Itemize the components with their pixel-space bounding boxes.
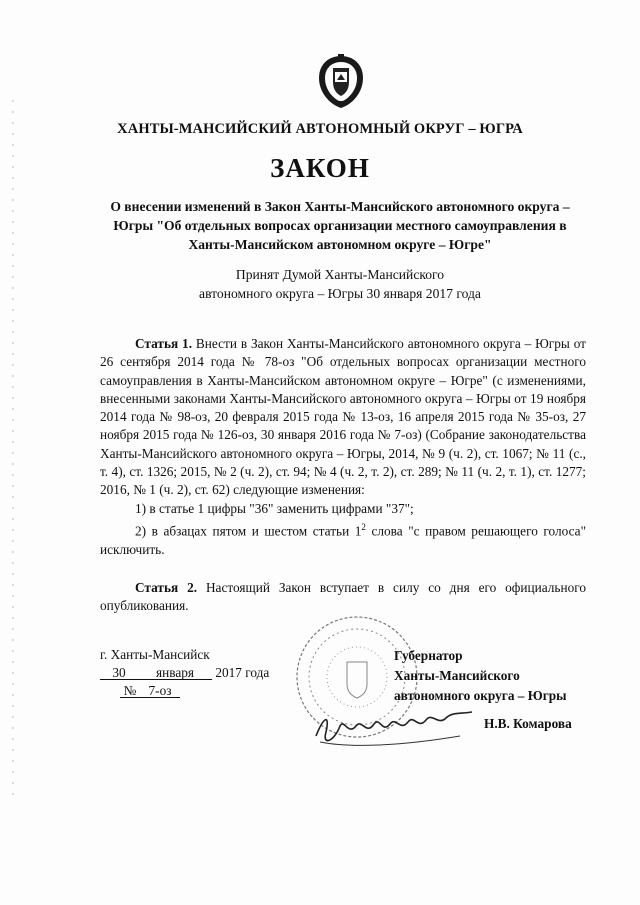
- item-2-text-end: слова "с правом решающего голоса" исключить.: [100, 523, 586, 557]
- coat-of-arms-emblem: [311, 52, 371, 112]
- signatory-line-3: автономного округа – Югры: [394, 688, 567, 703]
- signatory-name: Н.В. Комарова: [484, 716, 572, 731]
- scan-margin-marks: [10, 100, 16, 800]
- date-year: 2017 года: [215, 665, 270, 680]
- adoption-line-1: Принят Думой Ханты-Мансийского: [235, 267, 445, 282]
- article-1-item-1: 1) в статье 1 цифры "36" заменить цифрами "37";: [135, 500, 414, 516]
- item-2-text-start: 2) в абзацах пятом и шестом статьи 1: [135, 523, 362, 539]
- place-and-date-block: [100, 646, 300, 700]
- handwritten-signature: [310, 696, 480, 756]
- document-title: ЗАКОН: [270, 153, 370, 183]
- law-subtitle: О внесении изменений в Закон Ханты-Мансийского автономного округа – Югры "Об отдельных вопросах организации местного самоуправления в Ханты-Мансийском автономном округе – Югре": [110, 199, 570, 252]
- signatory-line-1: Губернатор: [394, 648, 463, 663]
- date-month: января: [138, 666, 212, 680]
- article-1-text: Внести в Закон Ханты-Мансийского автономного округа – Югры от 26 сентября 2014 года № 78-оз "Об отдельных вопросах организации местного самоуправления в Ханты-Мансийском автономном округе – Югре" (с изменениями, внесенными законами Ханты-Мансийского автономного округа – Югры от 19 ноября 2014 года № 98-оз, 20 февраля 2015 года № 13-оз, 16 апреля 2015 года № 35-оз, 27 ноября 2015 года № 126-оз, 30 января 2016 года № 7-оз) (Собрание законодательства Ханты-Мансийского автономного округа – Югры, 2014, № 9 (ч. 2), ст. 1067; № 11 (с., т. 4), ст. 1326; 2015, № 2 (ч. 2), ст. 94; № 4 (ч. 2, т. 2), ст. 289; № 11 (ч. 2, т. 1), ст. 1277; 2016, № 1 (ч. 2), ст. 62) следующие изменения:: [100, 336, 586, 498]
- law-body: [100, 335, 586, 616]
- article-2-text: Настоящий Закон вступает в силу со дня его официального опубликования.: [100, 579, 587, 614]
- date-day: 30: [100, 666, 138, 680]
- article-2-label: Статья 2.: [135, 579, 198, 595]
- adoption-note: [150, 265, 530, 303]
- law-number-row: [100, 682, 300, 700]
- item-2-superscript: 2: [361, 521, 366, 532]
- adoption-line-2: автономного округа – Югры 30 января 2017 года: [199, 286, 481, 301]
- article-2: [100, 579, 586, 616]
- city: г. Ханты-Мансийск: [100, 647, 210, 662]
- law-number-prefix: №: [120, 684, 140, 698]
- article-1-item-2: [100, 518, 586, 559]
- region-name: ХАНТЫ-МАНСИЙСКИЙ АВТОНОМНЫЙ ОКРУГ – ЮГРА: [117, 121, 523, 137]
- law-number: 7-оз: [140, 684, 180, 698]
- signatory-line-2: Ханты-Мансийского: [394, 668, 520, 683]
- date-row: [100, 664, 300, 682]
- article-1-label: Статья 1.: [135, 336, 193, 351]
- article-1: [100, 335, 586, 500]
